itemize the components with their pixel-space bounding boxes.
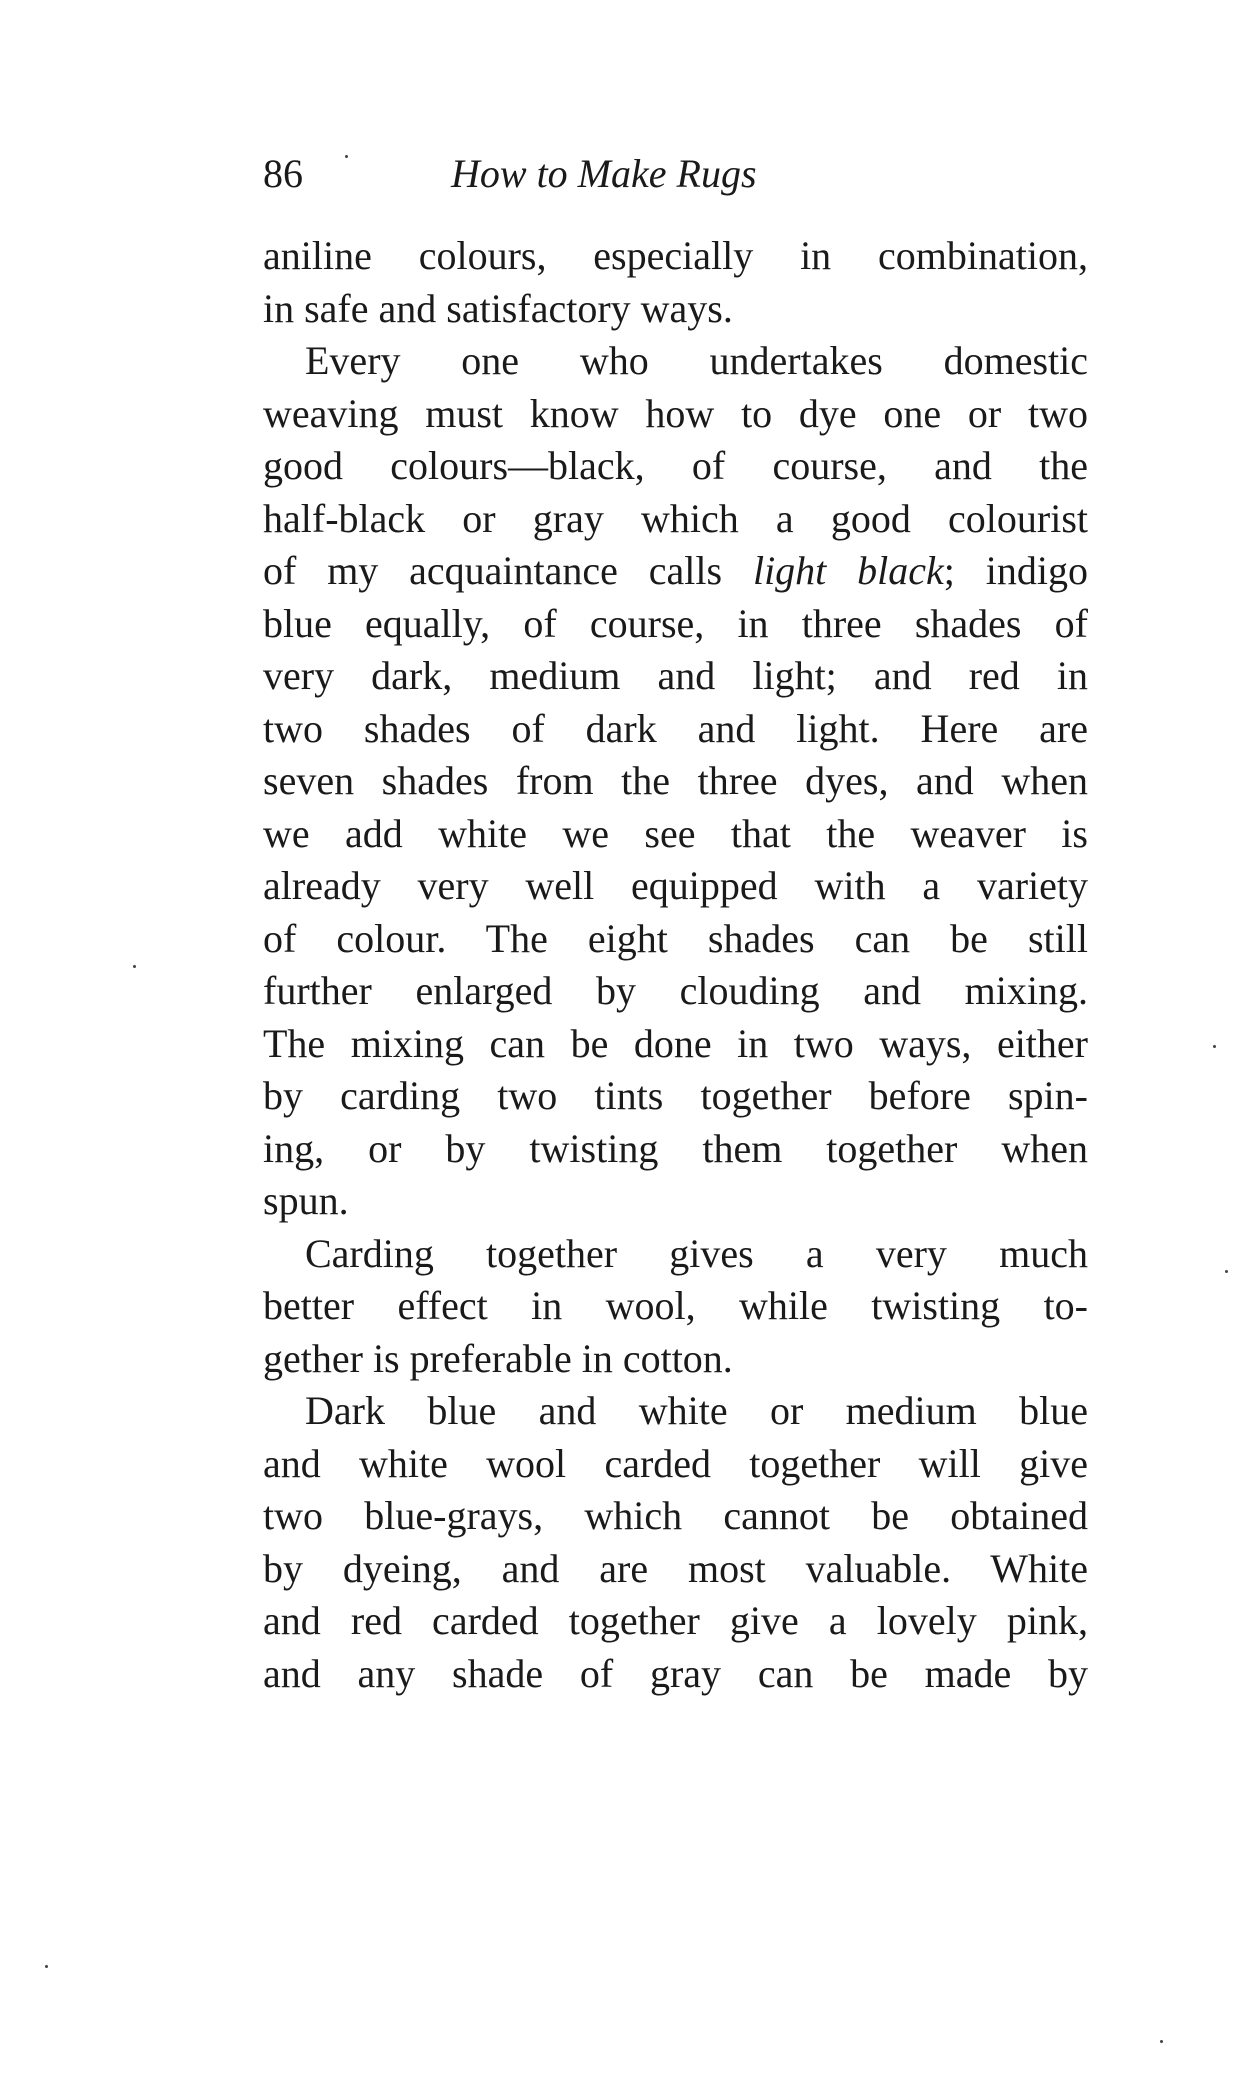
- paper-speck: [1160, 2040, 1163, 2043]
- text-line: of colour. The eight shades can be still: [263, 915, 1088, 961]
- italic-term: light black: [752, 548, 944, 593]
- text-line: and white wool carded together will give: [263, 1440, 1088, 1486]
- text-line: and red carded together give a lovely pink,: [263, 1598, 1088, 1643]
- text-line-with-italic: of my acquaintance calls light black; indigo: [263, 548, 1088, 593]
- text-line: blue equally, of course, in three shades of: [263, 600, 1088, 646]
- paragraph-2: [263, 335, 1088, 1228]
- paragraph-1: [263, 230, 1088, 335]
- paper-speck: [1213, 1045, 1216, 1048]
- paper-speck: [133, 965, 136, 968]
- text-line: already very well equipped with a variety: [263, 863, 1088, 908]
- text-line: gether is preferable in cotton.: [263, 1335, 733, 1381]
- text-line: Carding together gives a very much: [305, 1230, 1088, 1276]
- text-line: Dark blue and white or medium blue: [305, 1388, 1088, 1433]
- book-page: [263, 150, 1088, 1700]
- paragraph-3: [263, 1228, 1088, 1386]
- page-number: 86: [263, 151, 303, 196]
- paper-speck: [45, 1965, 48, 1968]
- body-text: [263, 230, 1088, 1700]
- text-line: spun.: [263, 1178, 349, 1223]
- text-line: very dark, medium and light; and red in: [263, 653, 1088, 698]
- text-line: half-black or gray which a good colourist: [263, 495, 1088, 541]
- running-head: [263, 150, 1088, 210]
- text-line: weaving must know how to dye one or two: [263, 390, 1088, 436]
- text-line: and any shade of gray can be made by: [263, 1650, 1088, 1696]
- text-line: by carding two tints together before spin-: [263, 1073, 1088, 1118]
- text-line: two shades of dark and light. Here are: [263, 705, 1088, 751]
- text-line: two blue-grays, which cannot be obtained: [263, 1493, 1088, 1538]
- text-line: we add white we see that the weaver is: [263, 810, 1088, 856]
- text-line: good colours—black, of course, and the: [263, 443, 1088, 488]
- text-line: Every one who undertakes domestic: [305, 338, 1088, 383]
- text-line: aniline colours, especially in combination,: [263, 233, 1088, 278]
- paper-speck: [1225, 1270, 1228, 1273]
- running-title: How to Make Rugs: [451, 151, 757, 196]
- paper-speck: [345, 155, 348, 158]
- text-line: seven shades from the three dyes, and when: [263, 758, 1088, 803]
- paragraph-4: [263, 1385, 1088, 1700]
- text-line: in safe and satisfactory ways.: [263, 285, 733, 331]
- text-line: The mixing can be done in two ways, either: [263, 1020, 1088, 1066]
- text-line: further enlarged by clouding and mixing.: [263, 968, 1088, 1013]
- text-line: ing, or by twisting them together when: [263, 1125, 1088, 1171]
- text-line: by dyeing, and are most valuable. White: [263, 1545, 1088, 1591]
- text-line: better effect in wool, while twisting to-: [263, 1283, 1088, 1328]
